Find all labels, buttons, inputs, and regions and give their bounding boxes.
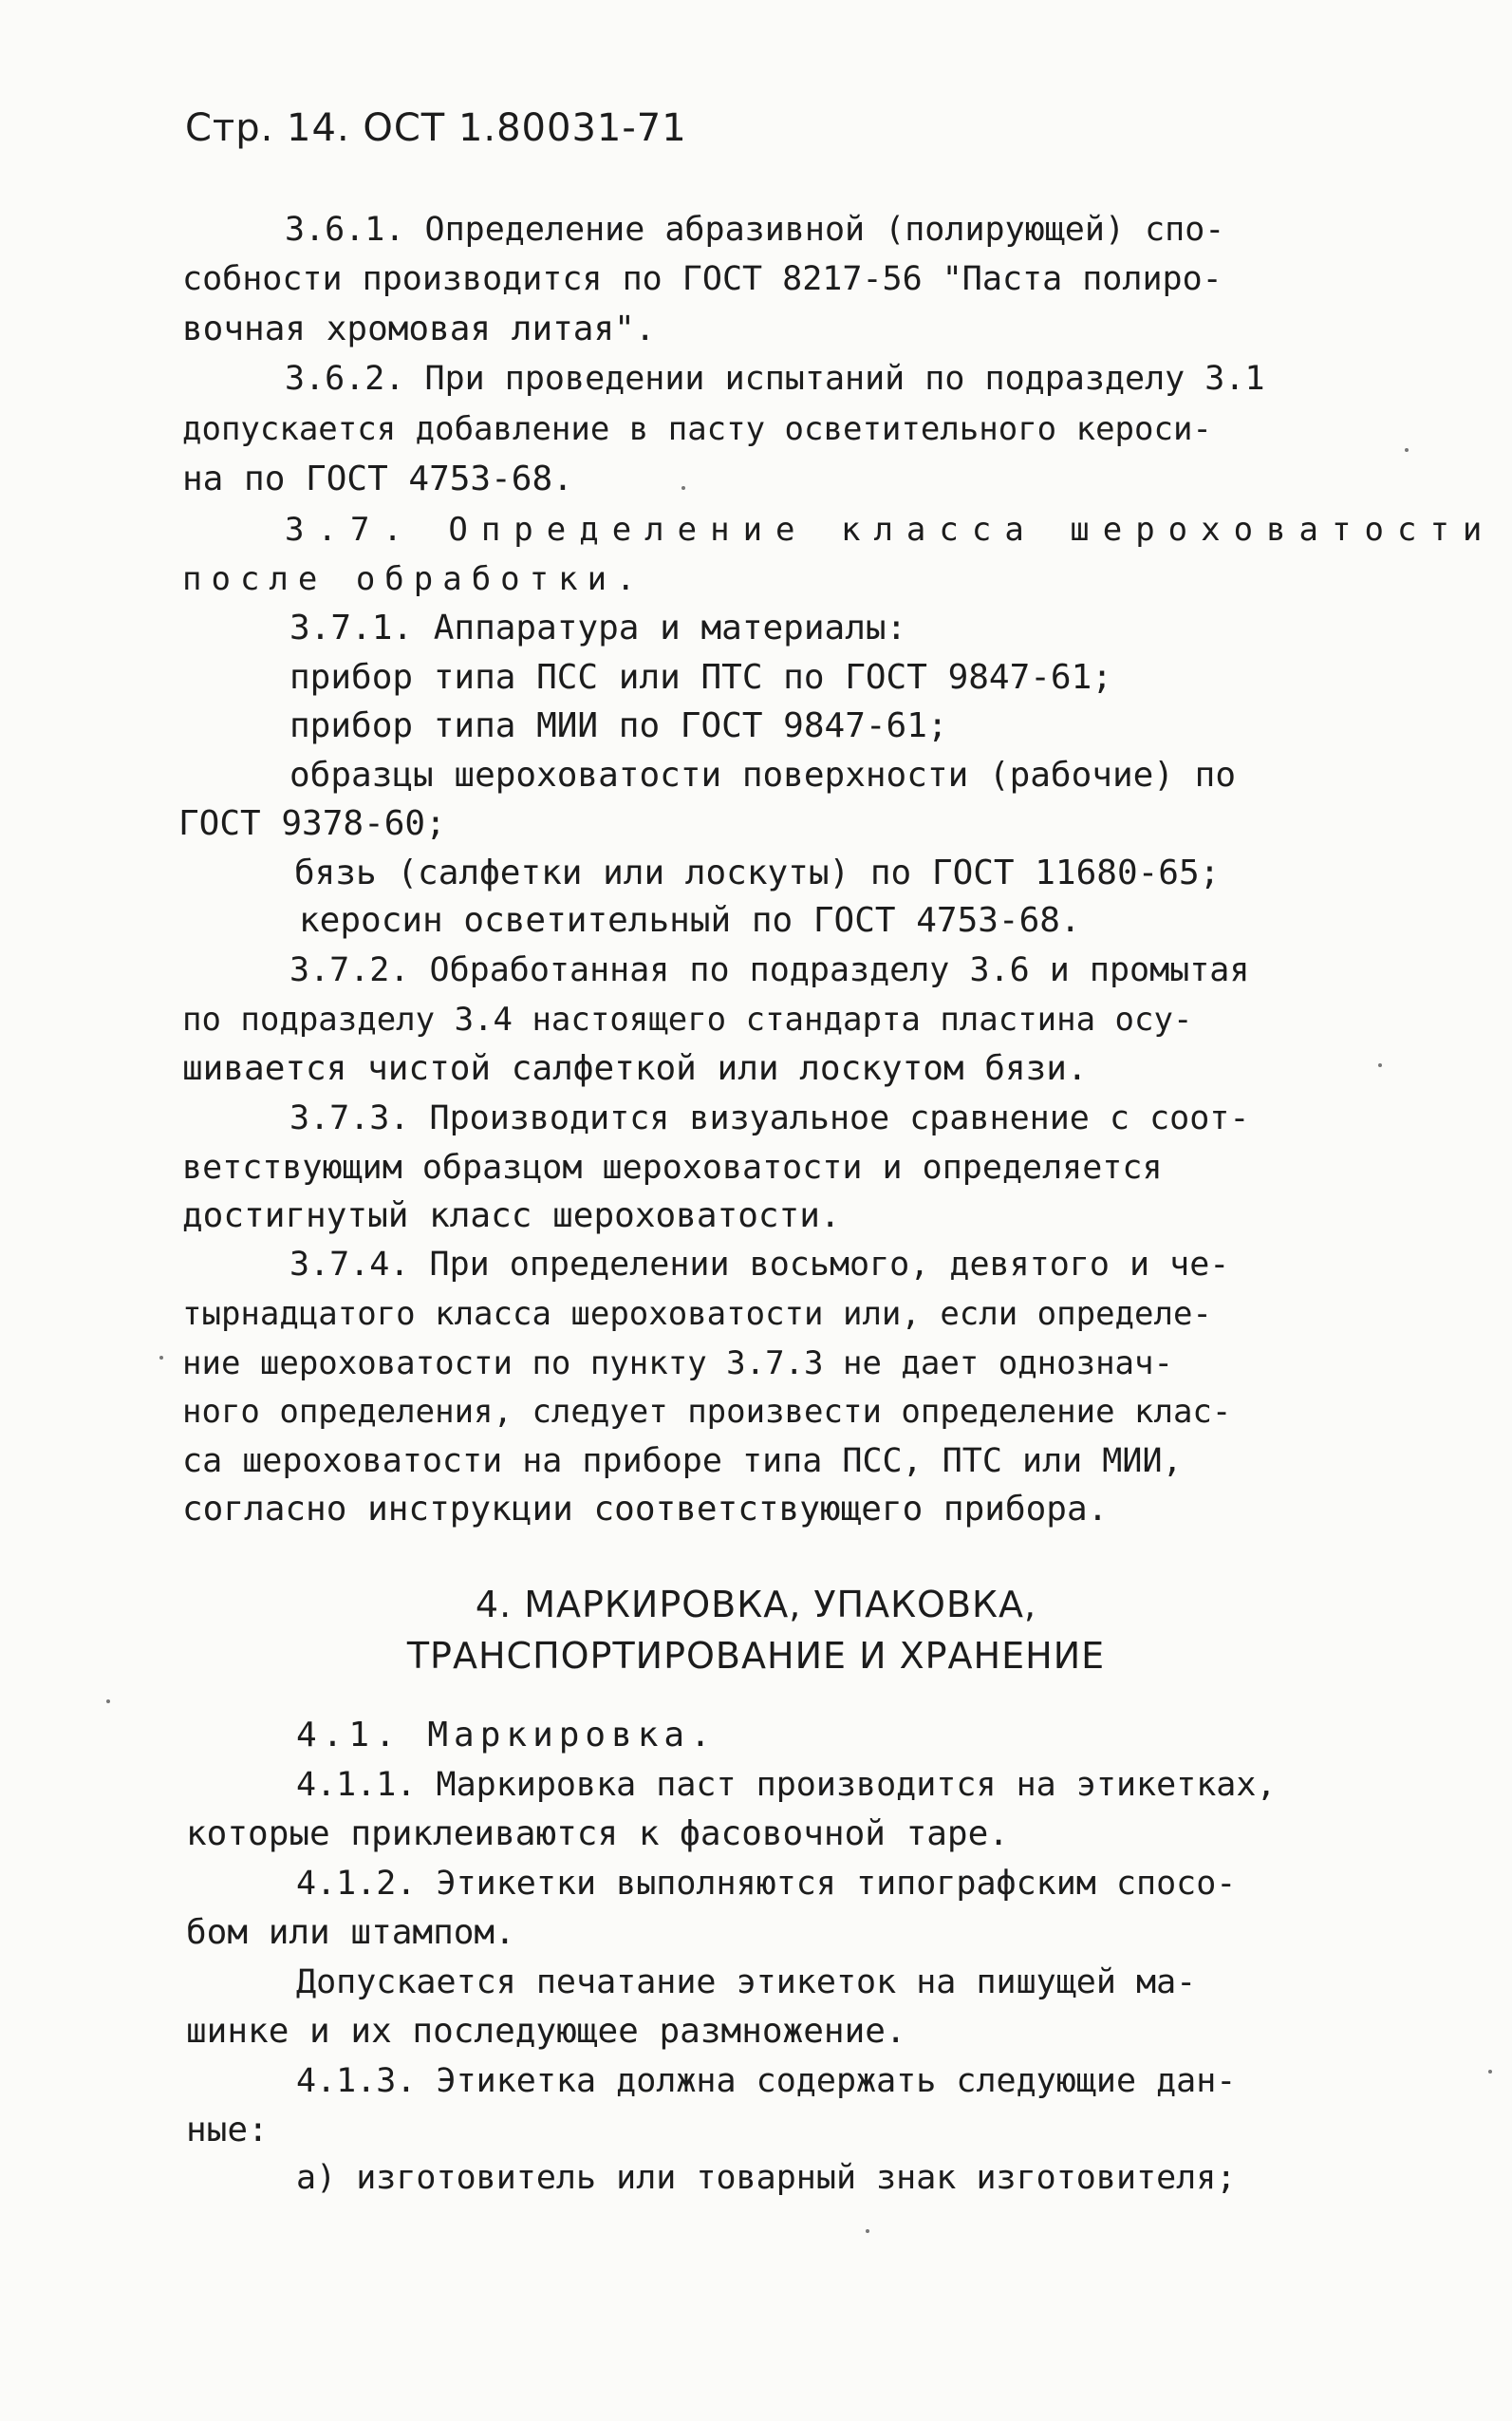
text-line: ные:: [186, 2111, 269, 2149]
text-line: 3.7.2. Обработанная по подразделу 3.6 и промытая: [289, 951, 1250, 989]
text-line: 4.1.1. Маркировка паст производится на этикетках,: [296, 1766, 1277, 1804]
text-line: прибор типа МИИ по ГОСТ 9847-61;: [289, 706, 948, 745]
text-line: бязь (салфетки или лоскуты) по ГОСТ 11680-65;: [294, 854, 1221, 892]
scan-speck: [159, 1356, 163, 1360]
scan-speck: [1378, 1063, 1382, 1067]
text-line: которые приклеиваются к фасовочной таре.: [186, 1814, 1009, 1853]
text-line: 3.7.1. Аппаратура и материалы:: [289, 609, 907, 647]
page-header: Стр. 14. ОСТ 1.80031-71: [185, 106, 687, 150]
text-line: 3.7.4. При определении восьмого, девятого и че-: [289, 1246, 1230, 1284]
text-line: 3.6.2. При проведении испытаний по подразделу 3.1: [285, 360, 1265, 398]
text-line: собности производится по ГОСТ 8217-56 "Паста полиро-: [182, 260, 1223, 298]
subsection-title: 3.7. Определение класса шероховатости: [285, 511, 1496, 549]
scan-speck: [866, 2229, 869, 2233]
text-line: шивается чистой салфеткой или лоскутом бязи.: [182, 1049, 1088, 1088]
text-line: 3.7.3. Производится визуальное сравнение с соот-: [289, 1099, 1250, 1137]
scan-speck: [681, 486, 685, 490]
text-line: са шероховатости на приборе типа ПСС, ПТС или МИИ,: [182, 1442, 1183, 1480]
text-line: керосин осветительный по ГОСТ 4753-68.: [299, 901, 1081, 940]
text-line: согласно инструкции соответствующего прибора.: [182, 1490, 1109, 1529]
text-line: ветствующим образцом шероховатости и определяется: [182, 1149, 1163, 1187]
text-line: бом или штампом.: [186, 1913, 515, 1952]
text-line: а) изготовитель или товарный знак изготовителя;: [296, 2159, 1237, 2197]
text-line: прибор типа ПСС или ПТС по ГОСТ 9847-61;: [289, 658, 1112, 697]
scan-speck: [1488, 2070, 1492, 2074]
text-line: ние шероховатости по пункту 3.7.3 не дает однознач-: [182, 1344, 1173, 1382]
text-line: на по ГОСТ 4753-68.: [182, 460, 573, 498]
text-line: 4.1.2. Этикетки выполняются типографским спосо-: [296, 1865, 1237, 1903]
text-line: достигнутый класс шероховатости.: [182, 1196, 841, 1235]
text-line: Допускается печатание этикеток на пишущей ма-: [296, 1963, 1197, 2001]
text-line: вочная хромовая литая".: [182, 310, 656, 348]
section-heading-line2: ТРАНСПОРТИРОВАНИЕ И ХРАНЕНИЕ: [406, 1635, 1106, 1677]
text-line: 4.1.3. Этикетка должна содержать следующие дан-: [296, 2062, 1237, 2100]
scan-speck: [106, 1699, 110, 1703]
scan-speck: [1405, 448, 1409, 452]
text-line: допускается добавление в пасту осветительного кероси-: [182, 410, 1212, 448]
text-line: по подразделу 3.4 настоящего стандарта пластина осу-: [182, 1001, 1193, 1039]
text-line: образцы шероховатости поверхности (рабочие) по: [289, 756, 1236, 795]
subsection-title: после обработки.: [182, 560, 645, 598]
section-heading-line1: 4. МАРКИРОВКА, УПАКОВКА,: [475, 1584, 1037, 1625]
subsection-title: 4.1. Маркировка.: [296, 1716, 717, 1755]
text-line: 3.6.1. Определение абразивной (полирующей) спо-: [285, 211, 1225, 249]
text-line: ГОСТ 9378-60;: [178, 804, 446, 843]
text-line: тырнадцатого класса шероховатости или, если определе-: [182, 1295, 1212, 1333]
text-line: шинке и их последующее размножение.: [186, 2012, 906, 2051]
text-line: ного определения, следует произвести определение клас-: [182, 1393, 1232, 1431]
